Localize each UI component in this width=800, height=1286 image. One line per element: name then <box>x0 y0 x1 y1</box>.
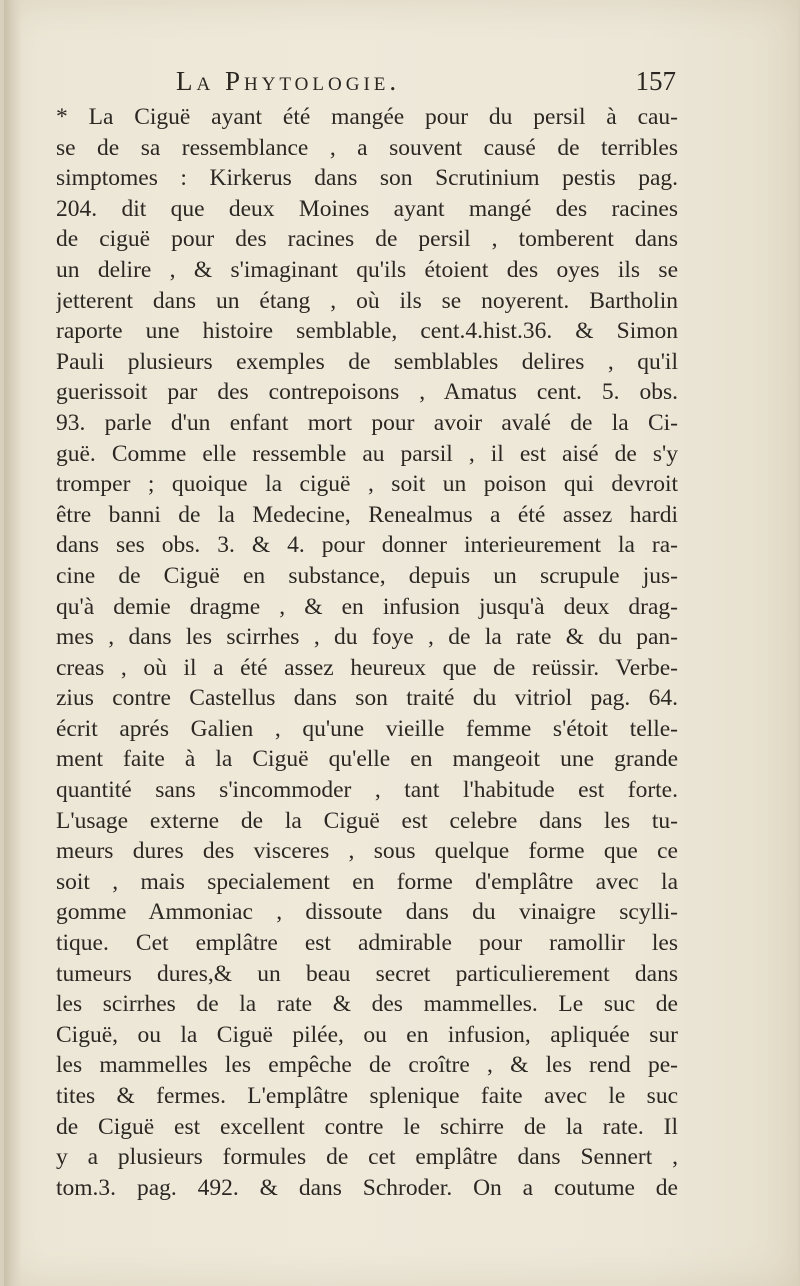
page-gutter <box>4 0 22 1286</box>
text-line: tites & fermes. L'emplâtre splenique faite avec le suc <box>56 1083 678 1109</box>
text-line: Pauli plusieurs exemples de semblables delires , qu'il <box>56 348 678 375</box>
text-line: tique. Cet emplâtre est admirable pour ramollir les <box>56 930 678 957</box>
text-line: mes , dans les scirrhes , du foye , de la rate & du pan- <box>56 624 678 651</box>
text-line: * La Ciguë ayant été mangée pour du persil à cau- <box>56 104 678 130</box>
text-line: tom.3. pag. 492. & dans Schroder. On a coutume de <box>56 1174 678 1201</box>
text-line: Ciguë, ou la Ciguë pilée, ou en infusion, apliquée sur <box>56 1021 678 1048</box>
text-line: creas , où il a été assez heureux que de reüssir. Verbe- <box>56 654 678 681</box>
text-line: les mammelles les empêche de croître , & les rend pe- <box>56 1052 678 1079</box>
text-line: 204. dit que deux Moines ayant mangé des racines <box>56 195 678 222</box>
text-line: de Ciguë est excellent contre le schirre de la rate. Il <box>56 1113 678 1140</box>
text-line: y a plusieurs formules de cet emplâtre dans Sennert , <box>56 1144 678 1171</box>
text-line: zius contre Castellus dans son traité du vitriol pag. 64. <box>56 685 678 712</box>
text-line: quantité sans s'incommoder , tant l'habitude est forte. <box>56 777 678 804</box>
text-line: guë. Comme elle ressemble au parsil , il est aisé de s'y <box>56 440 678 467</box>
text-line: gomme Ammoniac , dissoute dans du vinaigre scylli- <box>56 899 678 926</box>
text-line: raporte une histoire semblable, cent.4.hist.36. & Simon <box>56 318 678 345</box>
text-line: 93. parle d'un enfant mort pour avoir avalé de la Ci- <box>56 409 678 436</box>
text-line: dans ses obs. 3. & 4. pour donner interieurement la ra- <box>56 532 678 559</box>
page-header <box>176 66 676 102</box>
text-line: meurs dures des visceres , sous quelque forme que ce <box>56 838 678 865</box>
text-line: tromper ; quoique la ciguë , soit un poison qui devroit <box>56 471 678 498</box>
text-line: les scirrhes de la rate & des mammelles. Le suc de <box>56 991 678 1018</box>
text-line: cine de Ciguë en substance, depuis un scrupule jus- <box>56 562 678 589</box>
text-line: ment faite à la Ciguë qu'elle en mangeoit une grande <box>56 746 678 773</box>
book-page <box>4 0 798 1286</box>
page-number: 157 <box>635 66 676 96</box>
text-line: écrit aprés Galien , qu'une vieille femme s'étoit telle- <box>56 715 678 742</box>
text-line: se de sa ressemblance , a souvent causé de terribles <box>56 134 678 161</box>
text-line: être banni de la Medecine, Renealmus a été assez hardi <box>56 501 678 528</box>
text-line: L'usage externe de la Ciguë est celebre dans les tu- <box>56 807 678 834</box>
text-line: qu'à demie dragme , & en infusion jusqu'à deux drag- <box>56 593 678 620</box>
text-line: jetterent dans un étang , où ils se noyerent. Bartholin <box>56 287 678 314</box>
body-text <box>56 102 678 1203</box>
text-line: soit , mais specialement en forme d'emplâtre avec la <box>56 868 678 895</box>
text-line: un delire , & s'imaginant qu'ils étoient des oyes ils se <box>56 256 678 283</box>
text-line: de ciguë pour des racines de persil , tomberent dans <box>56 226 678 253</box>
text-line: simptomes : Kirkerus dans son Scrutinium pestis pag. <box>56 165 678 192</box>
text-line: tumeurs dures,& un beau secret particulierement dans <box>56 960 678 987</box>
running-title: La Phytologie. <box>176 66 401 96</box>
text-line: guerissoit par des contrepoisons , Amatus cent. 5. obs. <box>56 379 678 406</box>
